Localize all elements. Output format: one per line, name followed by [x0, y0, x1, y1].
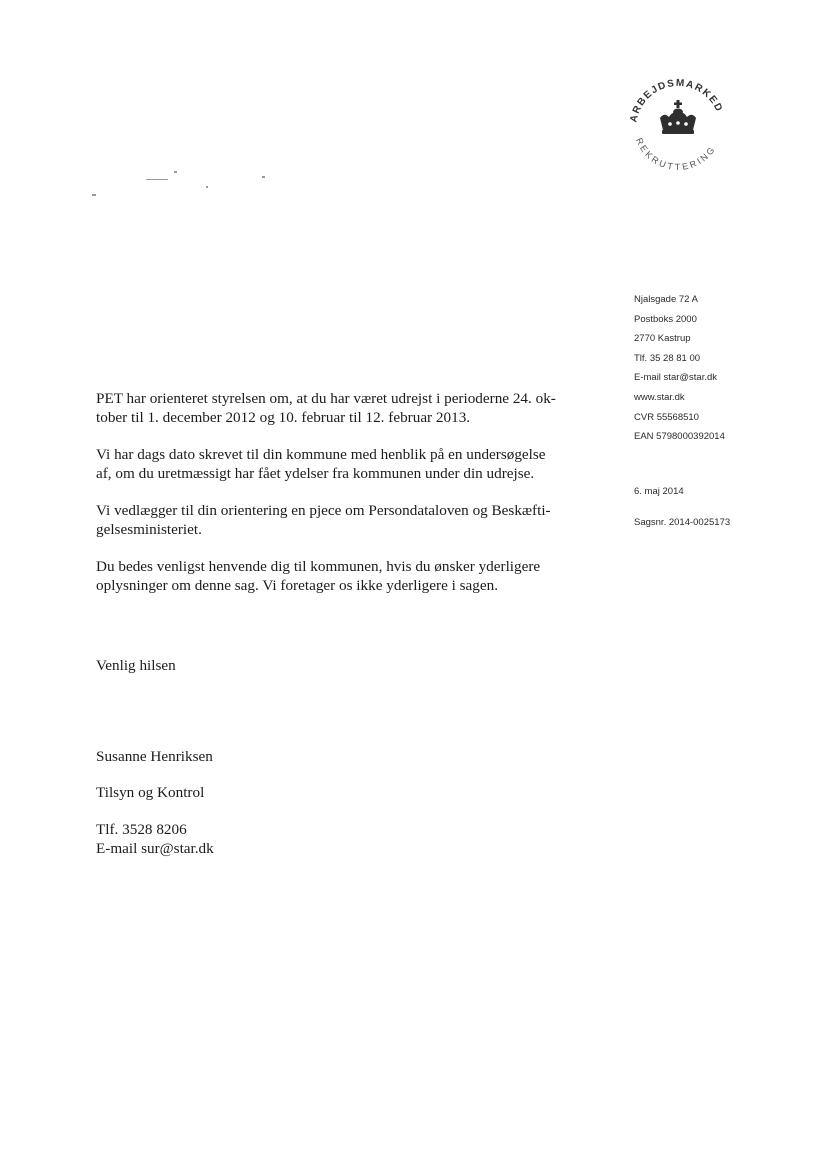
- paragraph-2-line-1: Vi har dags dato skrevet til din kommune med henblik på en undersøgelse: [96, 446, 546, 463]
- paragraph-1-line-1: PET har orienteret styrelsen om, at du har været udrejst i perioderne 24. ok-: [96, 390, 556, 407]
- paragraph-4: [96, 557, 604, 595]
- closing-greeting: Venlig hilsen: [96, 657, 176, 674]
- svg-text:ARBEJDSMARKED: ARBEJDSMARKED: [628, 77, 725, 124]
- paragraph-3-line-1: Vi vedlægger til din orientering en pjece om Persondataloven og Beskæfti-: [96, 502, 551, 519]
- paragraph-2: [96, 445, 604, 483]
- sender-email: E-mail star@star.dk: [634, 372, 718, 384]
- signer-contact: [96, 820, 214, 858]
- sender-city: 2770 Kastrup: [634, 333, 691, 345]
- paragraph-3: [96, 501, 604, 539]
- scan-artifacts: [88, 168, 288, 208]
- paragraph-2-line-2: af, om du uretmæssigt har fået ydelser fra kommunen under din udrejse.: [96, 465, 535, 482]
- sender-phone: Tlf. 35 28 81 00: [634, 352, 701, 364]
- signer-email: E-mail sur@star.dk: [96, 840, 214, 857]
- sender-ean: EAN 5798000392014: [634, 431, 725, 443]
- paragraph-4-line-2: oplysninger om denne sag. Vi foretager os ikke yderligere i sagen.: [96, 577, 499, 594]
- paragraph-4-line-1: Du bedes venligst henvende dig til kommunen, hvis du ønsker yderligere: [96, 558, 541, 575]
- sender-postbox: Postboks 2000: [634, 313, 697, 325]
- case-number: Sagsnr. 2014-0025173: [634, 517, 731, 528]
- sender-website: www.star.dk: [634, 391, 685, 403]
- sender-cvr: CVR 55568510: [634, 411, 699, 423]
- paragraph-3-line-2: gelsesministeriet.: [96, 521, 202, 538]
- sender-address-block: [634, 290, 814, 447]
- letter-body: [96, 389, 604, 613]
- paragraph-1: [96, 389, 604, 427]
- sender-street: Njalsgade 72 A: [634, 294, 698, 305]
- signer-phone: Tlf. 3528 8206: [96, 821, 187, 838]
- signer-name: Susanne Henriksen: [96, 748, 213, 765]
- letter-date: 6. maj 2014: [634, 486, 684, 497]
- crown-seal-icon: [620, 68, 736, 184]
- paragraph-1-line-2: tober til 1. december 2012 og 10. februar til 12. februar 2013.: [96, 409, 471, 426]
- svg-text:REKRUTTERING: REKRUTTERING: [634, 136, 718, 173]
- arbejdsmarked-rekruttering-logo: [620, 68, 736, 184]
- signer-department: Tilsyn og Kontrol: [96, 784, 205, 801]
